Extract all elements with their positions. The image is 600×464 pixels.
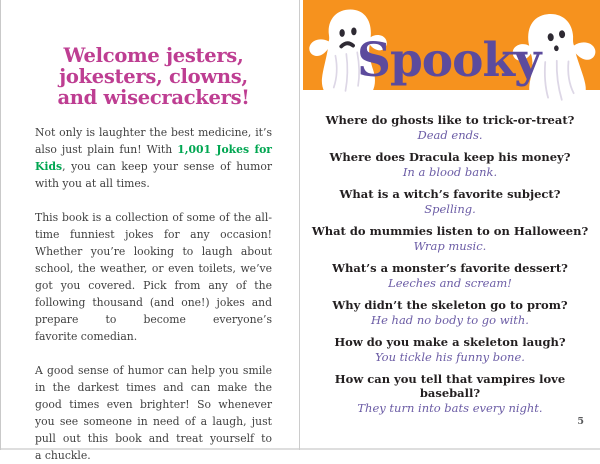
- chapter-title: Spooky: [357, 33, 541, 88]
- joke-answer: In a blood bank.: [402, 165, 498, 179]
- joke-item: [310, 113, 590, 142]
- welcome-title-line-2: jokesters, clowns,: [59, 65, 248, 88]
- paragraph-text: Not only is laughter the best medicine, it’s also just plain fun! With: [35, 126, 272, 156]
- joke-answer: You tickle his funny bone.: [375, 350, 525, 364]
- joke-answer: They turn into bats every night.: [357, 401, 543, 415]
- joke-item: [310, 372, 590, 415]
- joke-question: What is a witch’s favorite subject?: [339, 187, 561, 201]
- joke-answer: Spelling.: [424, 202, 476, 216]
- book-title-inline: 1,001 Jokes for Kids: [35, 143, 272, 173]
- joke-question: Where does Dracula keep his money?: [329, 150, 571, 164]
- joke-question: Where do ghosts like to trick-or-treat?: [325, 113, 575, 127]
- intro-paragraph-3: A good sense of humor can help you smile in the darkest times and can make the good times even brighter! So whenever you see someone in need of a laugh, just pull out this book and treat yourself to a chuckle.: [35, 364, 272, 462]
- intro-paragraph-2: This book is a collection of some of the all-time funniest jokes for any occasion! Whether you’re looking to laugh about school, the weather, or even toilets, we’ve got you covered. Pick from any of the following thousand (and one!) jokes and prepare to become everyone’s favorite comedian.: [35, 211, 272, 343]
- joke-item: [310, 150, 590, 179]
- joke-question: How do you make a skeleton laugh?: [334, 335, 566, 349]
- joke-item: [310, 261, 590, 290]
- joke-answer: Dead ends.: [417, 128, 483, 142]
- joke-question: What do mummies listen to on Halloween?: [311, 224, 589, 238]
- joke-item: [310, 298, 590, 327]
- welcome-title-line-3: and wisecrackers!: [57, 86, 250, 109]
- joke-answer: Wrap music.: [413, 239, 487, 253]
- joke-question: How can you tell that vampires love baseball?: [334, 372, 566, 400]
- joke-item: [310, 187, 590, 216]
- joke-answer: He had no body to go with.: [371, 313, 529, 327]
- left-page: [0, 0, 299, 462]
- joke-question: Why didn’t the skeleton go to prom?: [332, 298, 568, 312]
- joke-answer: Leeches and scream!: [388, 276, 512, 290]
- right-page: [300, 0, 600, 450]
- welcome-title: [31, 45, 276, 108]
- intro-paragraph-1: [35, 124, 272, 192]
- joke-question: What’s a monster’s favorite dessert?: [332, 261, 568, 275]
- page-number: 5: [577, 416, 584, 427]
- jokes-list: [310, 90, 590, 423]
- paragraph-text: , you can keep your sense of humor with you at all times.: [35, 160, 272, 190]
- joke-item: [310, 224, 590, 253]
- joke-item: [310, 335, 590, 364]
- intro-text: [35, 124, 272, 464]
- welcome-title-line-1: Welcome jesters,: [63, 44, 244, 67]
